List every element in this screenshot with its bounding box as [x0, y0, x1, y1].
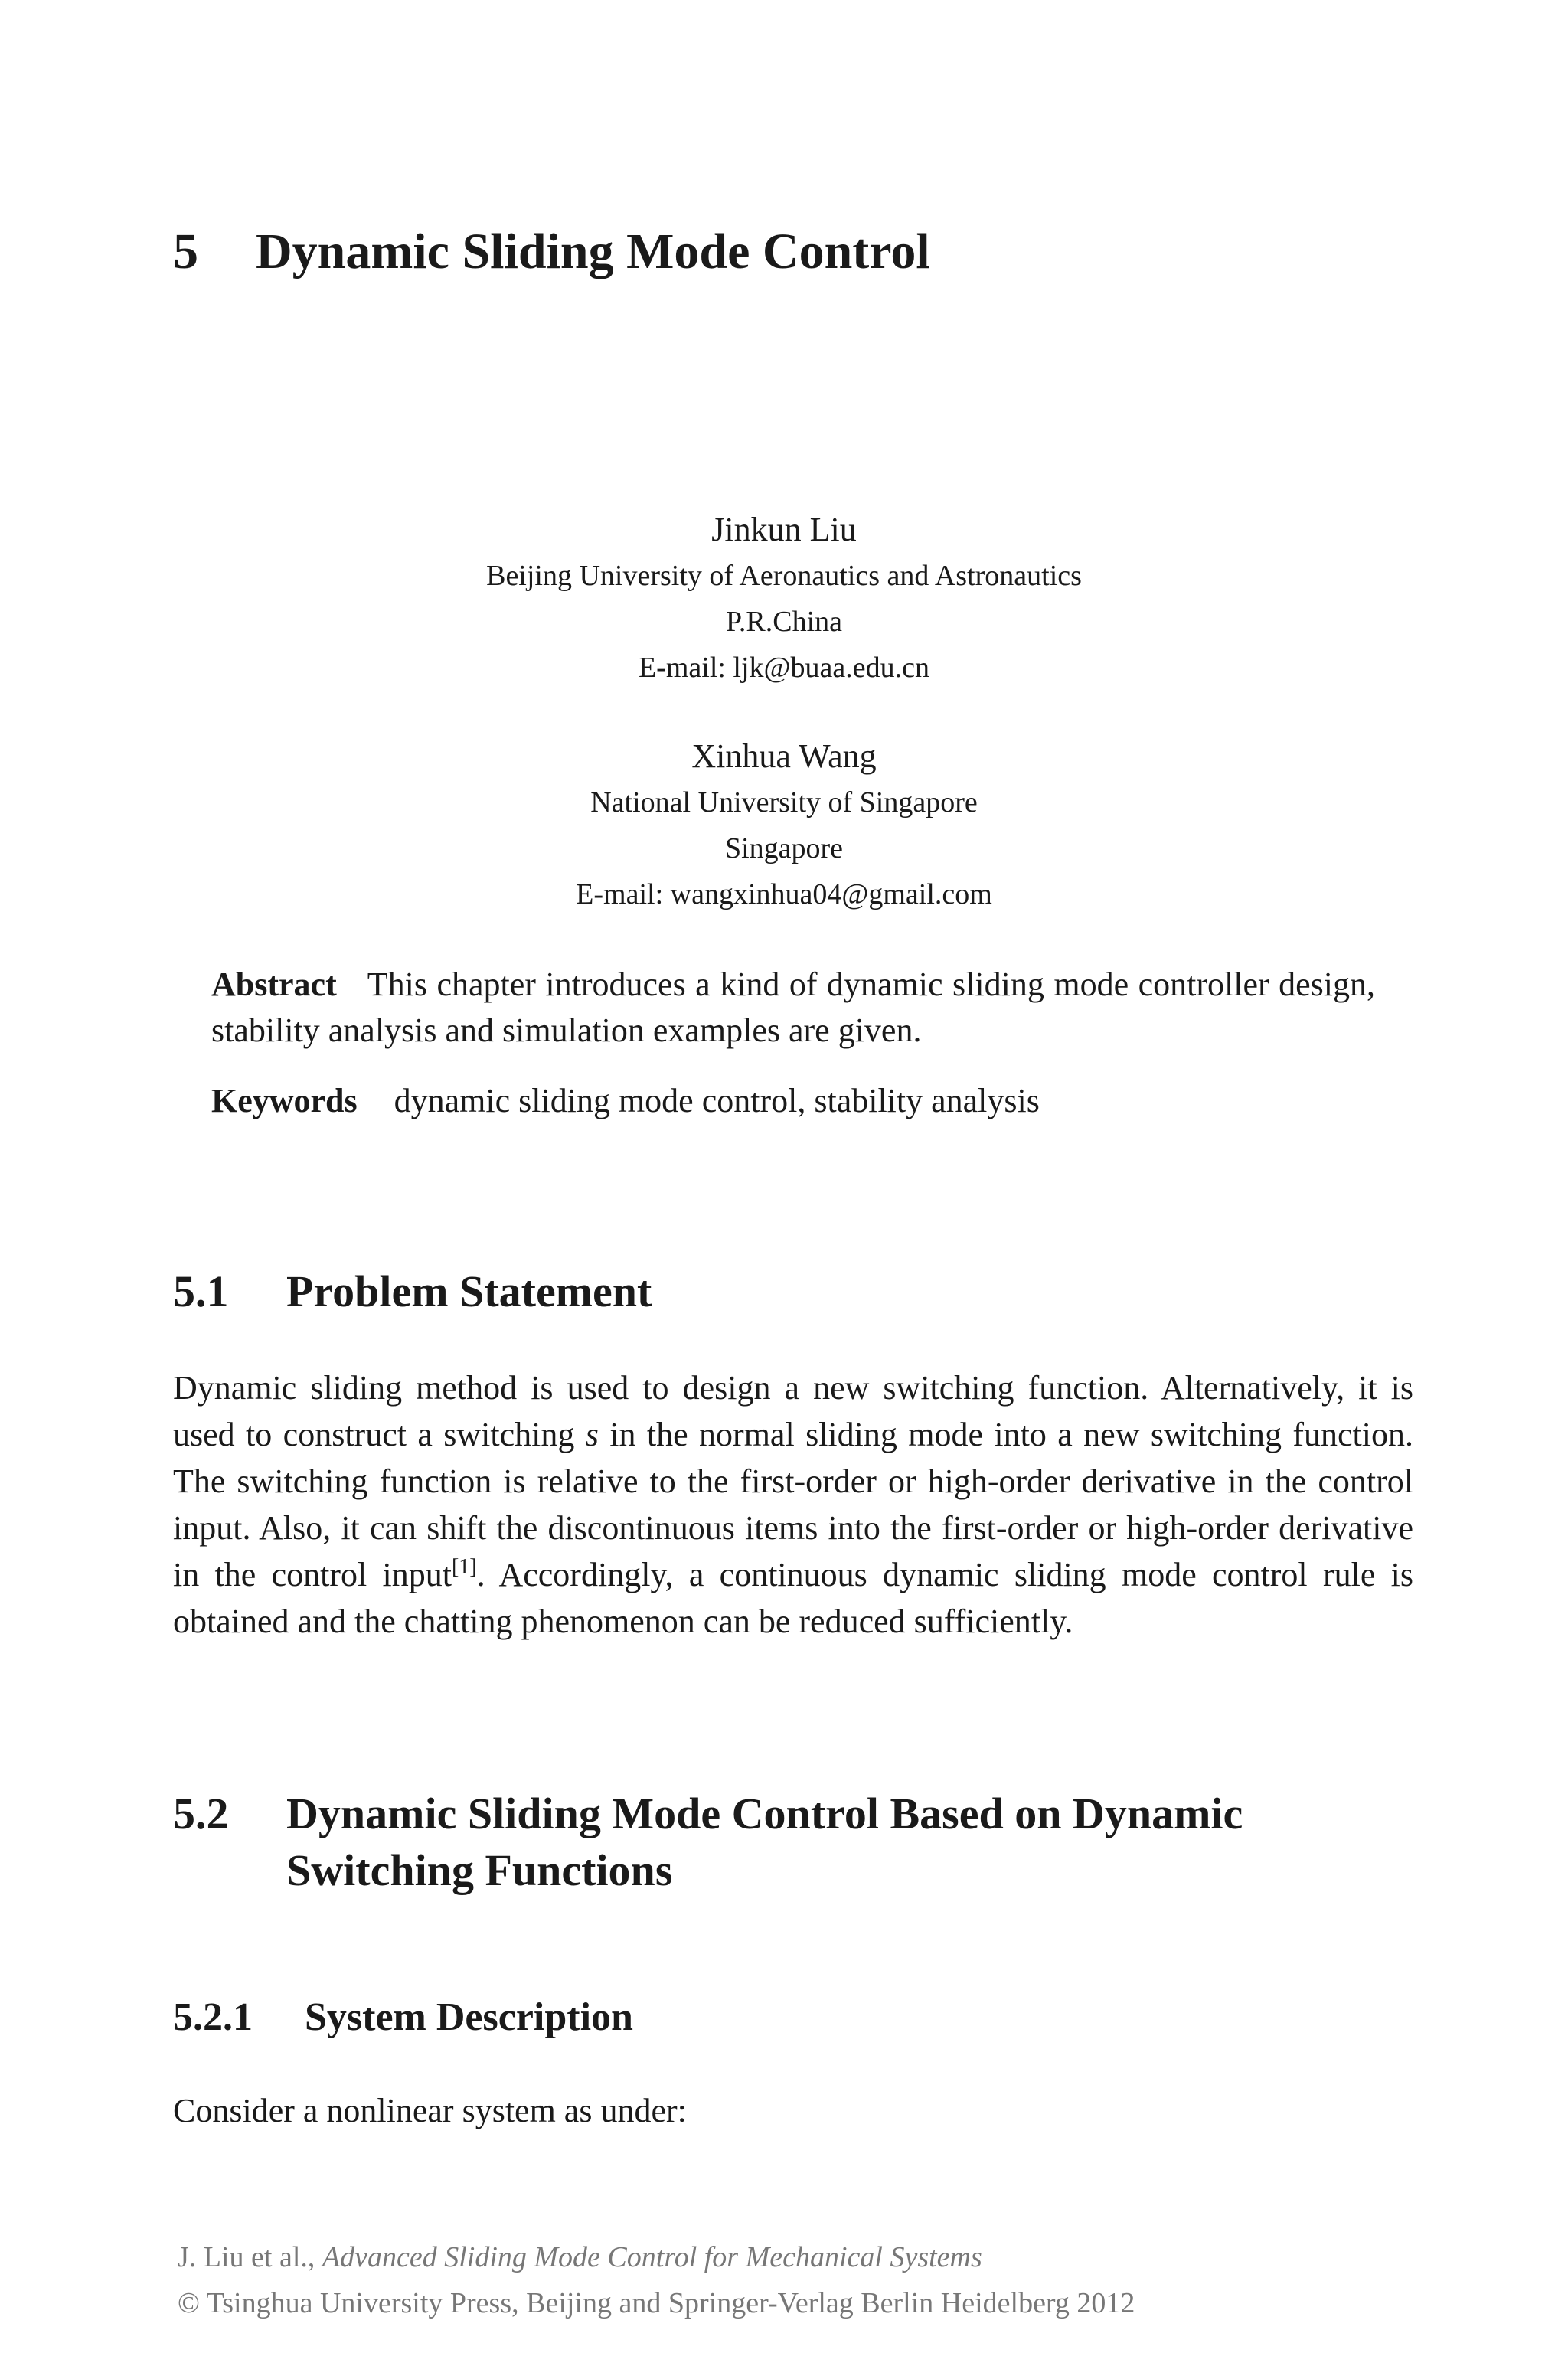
paragraph-text: Dynamic sliding method is used to design a new switching function. Alternatively, it is used to construct a switching — [173, 1369, 1413, 1453]
abstract-text: This chapter introduces a kind of dynamic sliding mode controller design, stability analysis and simulation examples are given. — [211, 966, 1375, 1049]
switching-variable: s — [585, 1416, 599, 1453]
section-heading-5-1 — [173, 1263, 1374, 1320]
author-country: P.R.China — [725, 606, 843, 638]
subsection-title: System Description — [305, 1995, 633, 2039]
section-heading-5-2 — [173, 1786, 1374, 1899]
abstract — [211, 962, 1375, 1054]
keywords-label: Keywords — [211, 1082, 358, 1119]
footer-authors: J. Liu et al., — [178, 2241, 322, 2273]
author-affiliation: National University of Singapore — [590, 786, 978, 819]
section-number: 5.1 — [173, 1266, 229, 1316]
author-block-1 — [0, 507, 1568, 691]
author-email: E-mail: wangxinhua04@gmail.com — [576, 878, 992, 910]
chapter-heading — [173, 224, 930, 279]
author-block-2 — [0, 734, 1568, 917]
chapter-title: Dynamic Sliding Mode Control — [256, 224, 930, 279]
keywords-text: dynamic sliding mode control, stability analysis — [394, 1082, 1040, 1119]
citation-ref[interactable]: [1] — [451, 1555, 477, 1579]
problem-statement-paragraph — [173, 1364, 1413, 1645]
footer-book-title: Advanced Sliding Mode Control for Mechanical Systems — [322, 2241, 982, 2273]
footer-citation — [178, 2236, 982, 2279]
footer-copyright — [178, 2282, 1135, 2325]
abstract-label: Abstract — [211, 966, 337, 1003]
author-affiliation: Beijing University of Aeronautics and Astronautics — [486, 560, 1082, 592]
footer-copyright-text: © Tsinghua University Press, Beijing and Springer-Verlag Berlin Heidelberg 2012 — [178, 2287, 1135, 2319]
author-name: Xinhua Wang — [691, 737, 877, 775]
chapter-number: 5 — [173, 224, 198, 279]
paragraph-text: in the normal sliding mode into a new switching function. The switching function is relative to the first-order or high-order derivative in the control input. Also, it can shift the discontinuous items into the first-order or high-order derivative in the control input — [173, 1416, 1413, 1593]
system-description-paragraph — [173, 2087, 1413, 2134]
section-title: Problem Statement — [286, 1266, 652, 1316]
paragraph-text: . Accordingly, a continuous dynamic sliding mode control rule is obtained and the chatting phenomenon can be reduced sufficiently. — [173, 1556, 1413, 1640]
subsection-heading-5-2-1 — [173, 1992, 633, 2043]
author-email: E-mail: ljk@buaa.edu.cn — [638, 652, 930, 684]
author-name: Jinkun Liu — [711, 511, 857, 548]
section-number: 5.2 — [173, 1789, 229, 1838]
author-country: Singapore — [724, 832, 844, 864]
paragraph-text: Consider a nonlinear system as under: — [173, 2092, 687, 2129]
section-title: Dynamic Sliding Mode Control Based on Dynamic Switching Functions — [286, 1789, 1243, 1895]
keywords — [211, 1078, 1040, 1124]
subsection-number: 5.2.1 — [173, 1995, 253, 2039]
